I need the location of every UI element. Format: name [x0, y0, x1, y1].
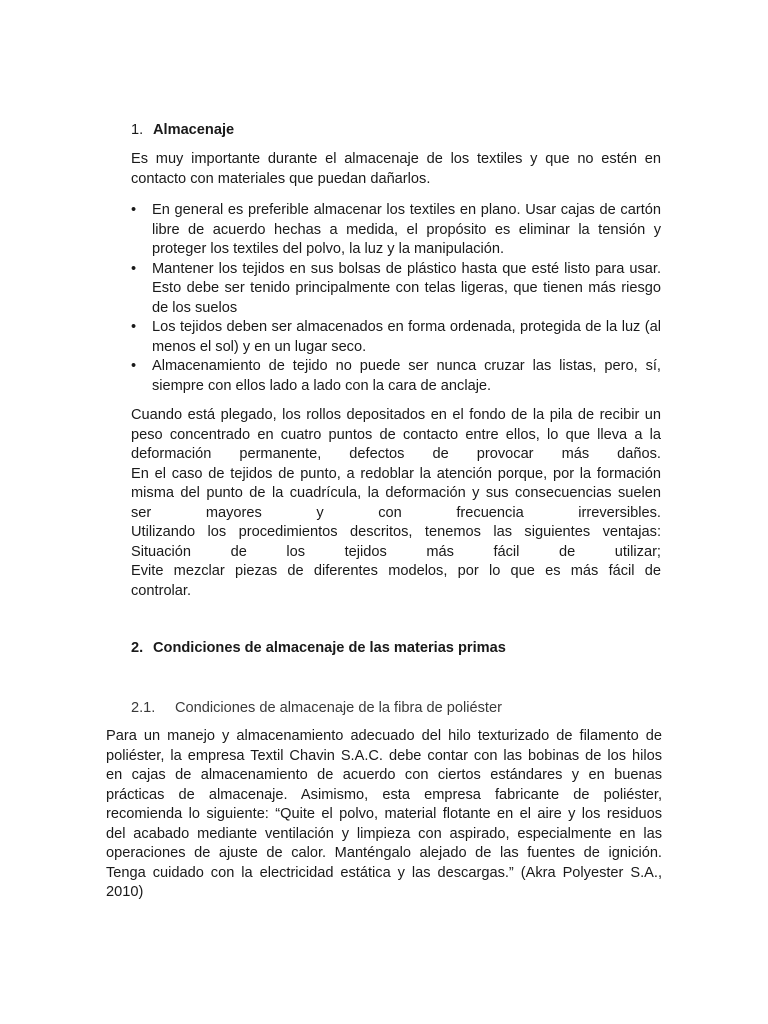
list-item [131, 201, 661, 260]
section-1-paragraph [131, 406, 661, 601]
bullet-icon: • [131, 319, 137, 335]
section-1-heading [131, 121, 671, 141]
list-item-text: En general es preferible almacenar los textiles en plano. Usar cajas de cartón libre de acuerdo hechas a medida, el propósito es eliminar la tensión y proteger los textiles del polvo, la luz y la manipulación. [152, 202, 661, 257]
paragraph-line: controlar. [131, 582, 192, 599]
paragraph-line: deformación permanente, defectos de provocar más daños. [131, 446, 661, 462]
bullet-icon: • [131, 202, 137, 218]
section-2-paragraph [106, 727, 662, 903]
section-2-heading [131, 639, 671, 659]
section-2-title: Condiciones de almacenaje de las materias primas [153, 640, 506, 656]
subsection-2-1-number: 2.1. [131, 700, 156, 716]
section-1-bullet-list [131, 201, 661, 396]
paragraph-line: prácticas de almacenaje. Asimismo, esta empresa fabricante de poliéster, [106, 786, 662, 803]
list-item-text: Almacenamiento de tejido no puede ser nunca cruzar las listas, pero, sí, siempre con ellos lado a lado con la cara de anclaje. [152, 358, 661, 394]
section-1-title: Almacenaje [153, 122, 235, 138]
paragraph-line: Para un manejo y almacenamiento adecuado del hilo texturizado de filamento de [106, 728, 662, 744]
paragraph-line: Cuando está plegado, los rollos depositados en el fondo de la pila de recibir un [131, 407, 661, 423]
paragraph-line: del acabado mediante ventilación y limpieza con aspirado, especialmente en las [106, 825, 662, 842]
section-1-number: 1. [131, 122, 144, 138]
paragraph-line: peso concentrado en cuatro puntos de contacto entre ellos, lo que lleva a la [131, 426, 661, 443]
paragraph-line: Evite mezclar piezas de diferentes modelos, por lo que es más fácil de [131, 563, 661, 579]
paragraph-line: operaciones de ajuste de calor. Manténgalo alejado de las fuentes de ignición. [106, 845, 662, 861]
paragraph-line: en cajas de almacenamiento de acuerdo con ciertos estándares y en buenas [106, 767, 662, 783]
paragraph-line: En el caso de tejidos de punto, a redoblar la atención porque, por la formación [131, 465, 661, 482]
section-1-intro: Es muy importante durante el almacenaje de los textiles y que no estén en contacto con materiales que puedan dañarlos. [131, 151, 661, 187]
subsection-2-1-heading [131, 699, 671, 719]
list-item [131, 318, 661, 357]
section-2-number: 2. [131, 640, 144, 656]
paragraph-line: recomienda lo siguiente: “Quite el polvo, material flotante en el aire y los residuos [106, 806, 662, 822]
subsection-2-1-title: Condiciones de almacenaje de la fibra de poliéster [175, 700, 502, 716]
list-item [131, 260, 661, 319]
bullet-icon: • [131, 260, 137, 277]
bullet-icon: • [131, 358, 137, 374]
paragraph-line: ser mayores y con frecuencia irreversibles. [131, 504, 661, 521]
paragraph-line: misma del punto de la cuadrícula, la deformación y sus consecuencias suelen [131, 485, 661, 501]
paragraph-line: Tenga cuidado con la electricidad estática y las descargas.” (Akra Polyester S.A., [106, 864, 662, 881]
paragraph-line: Utilizando los procedimientos descritos, tenemos las siguientes ventajas: [131, 524, 661, 540]
paragraph-line: 2010) [106, 884, 144, 900]
paragraph-line: poliéster, la empresa Textil Chavin S.A.C. debe contar con las bobinas de los hilos [106, 747, 662, 764]
paragraph-line: Situación de los tejidos más fácil de utilizar; [131, 543, 661, 560]
list-item-text: Los tejidos deben ser almacenados en forma ordenada, protegida de la luz (al menos el sol) y en un lugar seco. [152, 319, 661, 355]
list-item [131, 357, 661, 396]
list-item-text: Mantener los tejidos en sus bolsas de plástico hasta que esté listo para usar. Esto debe ser tenido principalmente con telas ligeras, que tienen más riesgo de los suelos [152, 260, 661, 316]
